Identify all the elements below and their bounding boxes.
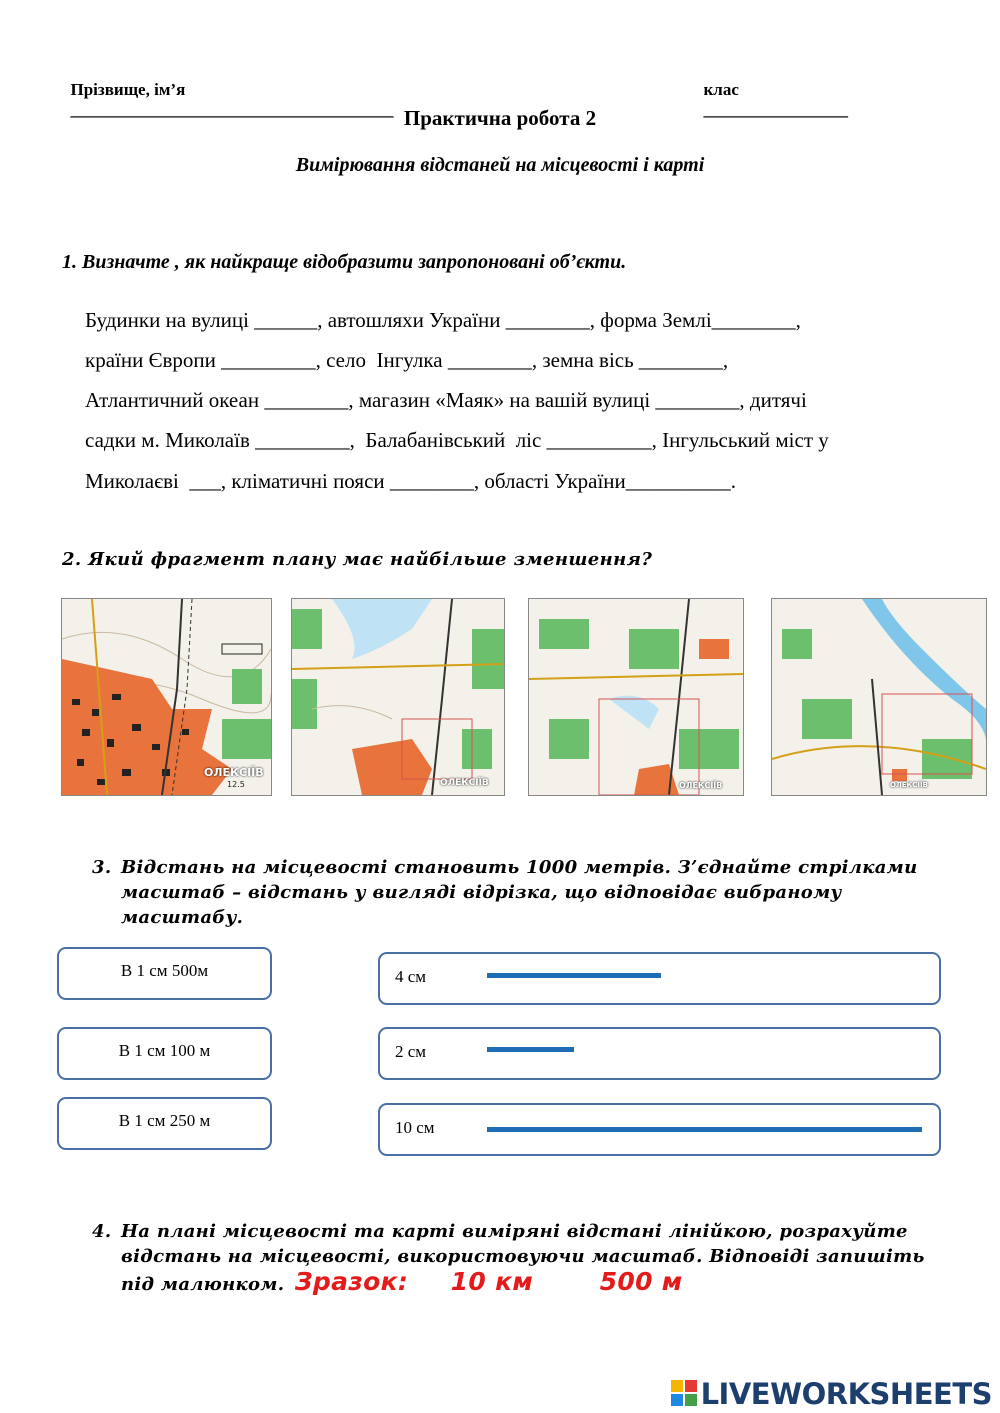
map-label: ОЛЕКСІЇВ: [440, 778, 489, 788]
scale-option-label: В 1 см 500м: [120, 961, 209, 980]
q1-line: країни Європи _________, село Інгулка ________, земна вісь ________,: [85, 348, 729, 372]
segment-line: [487, 1047, 574, 1052]
map-label: ОЛЕКСІЇВ: [204, 766, 264, 779]
class-label: клас: [703, 80, 739, 99]
segment-line: [487, 973, 661, 978]
name-blank[interactable]: ______________________________________: [70, 100, 394, 119]
class-blank[interactable]: _________________: [703, 100, 848, 119]
scale-option-label: В 1 см 100 м: [118, 1041, 211, 1060]
map-fragment-2[interactable]: [291, 598, 505, 796]
sample-value-1: 10 км: [450, 1267, 534, 1296]
q2-heading: 2. Який фрагмент плану має найбільше зменшення?: [62, 549, 653, 570]
scale-option[interactable]: [57, 1027, 272, 1080]
q4-heading: [121, 1219, 971, 1297]
map-fragment-3[interactable]: [528, 598, 744, 796]
name-label: Прізвище, ім’я: [70, 80, 186, 99]
q4-heading-line-end: під малюнком.: [121, 1274, 285, 1295]
segment-label: 10 см: [395, 1118, 435, 1137]
q1-line: садки м. Миколаїв _________, Балабанівський ліс __________, Інгульський міст у: [85, 428, 829, 452]
q4-number: 4.: [92, 1221, 112, 1242]
segment-option[interactable]: [378, 1027, 941, 1080]
map-fragment-4[interactable]: [771, 598, 987, 796]
q3-heading-line: Відстань на місцевості становить 1000 метрів. З’єднайте стрілками: [121, 857, 918, 878]
segment-option[interactable]: [378, 1103, 941, 1156]
page-title: Практична робота 2: [403, 106, 597, 130]
q3-number: 3.: [92, 857, 112, 878]
page-subtitle: Вимірювання відстаней на місцевості і карті: [295, 154, 705, 176]
q4-heading-line: [121, 1269, 971, 1297]
q4-heading-line: відстань на місцевості, використовуючи масштаб. Відповіді запишіть: [121, 1246, 925, 1267]
map-label: ОЛЕКСІЇВ: [890, 781, 928, 789]
scale-option[interactable]: [57, 947, 272, 1000]
segment-label: 2 см: [395, 1042, 427, 1061]
sample-value-2: 500 м: [599, 1267, 683, 1296]
segment-option[interactable]: [378, 952, 941, 1005]
q1-heading: 1. Визначте , як найкраще відобразити запропоновані об’єкти.: [62, 251, 627, 273]
q3-heading-line: масштабу.: [121, 907, 244, 928]
q1-line: Миколаєві ___, кліматичні пояси ________, області України__________.: [85, 469, 737, 493]
q3-heading: [121, 855, 951, 930]
logo-cubes-icon: [671, 1379, 697, 1413]
sample-label: Зразок:: [294, 1267, 409, 1296]
segment-line: [487, 1127, 922, 1132]
q4-heading-line: На плані місцевості та карті виміряні відстані лінійкою, розрахуйте: [121, 1221, 908, 1242]
liveworksheets-logo: [671, 1377, 992, 1413]
q3-heading-line: масштаб – відстань у вигляді відрізка, що відповідає вибраному: [121, 882, 842, 903]
map-sublabel: 12.5: [227, 780, 245, 789]
segment-label: 4 см: [395, 967, 427, 986]
scale-option[interactable]: [57, 1097, 272, 1150]
q1-line: Будинки на вулиці ______, автошляхи України ________, форма Землі________,: [85, 308, 801, 332]
map-fragment-1[interactable]: [61, 598, 272, 796]
map-label: ОЛЕКСІЇВ: [679, 781, 723, 790]
q1-line: Атлантичний океан ________, магазин «Маяк» на вашій вулиці ________, дитячі: [85, 388, 807, 412]
scale-option-label: В 1 см 250 м: [118, 1111, 211, 1130]
logo-text: LIVEWORKSHEETS: [700, 1377, 992, 1411]
